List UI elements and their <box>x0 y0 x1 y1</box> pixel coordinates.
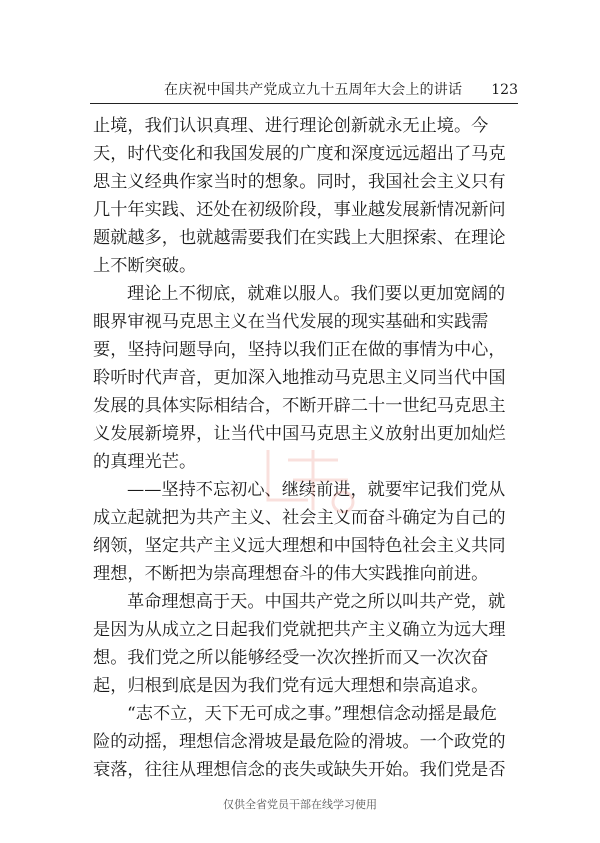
text-line: 发展的具体实际相结合，不断开辟二十一世纪马克思主 <box>93 396 506 416</box>
footer-note: 仅供全省党员干部在线学习使用 <box>223 798 377 811</box>
running-header <box>90 77 518 104</box>
text-line: 思主义经典作家当时的想象。同时，我国社会主义只有 <box>93 172 506 192</box>
text-line: 要，坚持问题导向，坚持以我们正在做的事情为中心， <box>93 340 506 360</box>
text-line: 想。我们党之所以能够经受一次次挫折而又一次次奋 <box>93 648 489 668</box>
text-line: 纲领，坚定共产主义远大理想和中国特色社会主义共同 <box>93 536 506 556</box>
text-line: 起，归根到底是因为我们党有远大理想和崇高追求。 <box>93 676 489 696</box>
paragraph-first-line: 革命理想高于天。中国共产党之所以叫共产党，就 <box>127 592 506 612</box>
text-line: 是因为从成立之日起我们党就把共产主义确立为远大理 <box>93 620 506 640</box>
page-number: 123 <box>491 82 518 98</box>
text-line: 理想，不断把为崇高理想奋斗的伟大实践推向前进。 <box>93 564 489 584</box>
text-line: 天，时代变化和我国发展的广度和深度远远超出了马克 <box>93 144 506 164</box>
paragraph-first-line: 理论上不彻底，就难以服人。我们要以更加宽阔的 <box>127 284 506 304</box>
text-line: 眼界审视马克思主义在当代发展的现实基础和实践需 <box>93 312 489 332</box>
text-line: 的真理光芒。 <box>93 452 197 472</box>
text-line: 止境，我们认识真理、进行理论创新就永无止境。今 <box>93 116 489 136</box>
text-line: 义发展新境界，让当代中国马克思主义放射出更加灿烂 <box>93 424 506 444</box>
text-line: 险的动摇，理想信念滑坡是最危险的滑坡。一个政党的 <box>93 732 506 752</box>
text-line: 上不断突破。 <box>93 256 197 276</box>
text-line: 几十年实践、还处在初级阶段，事业越发展新情况新问 <box>93 200 506 220</box>
paragraph-first-line: “志不立，天下无可成之事。”理想信念动摇是最危 <box>127 704 497 724</box>
body-text <box>93 112 518 784</box>
header-title: 在庆祝中国共产党成立九十五周年大会上的讲话 <box>164 82 463 98</box>
text-line: 题就越多，也就越需要我们在实践上大胆探索、在理论 <box>93 228 506 248</box>
text-line: 衰落，往往从理想信念的丧失或缺失开始。我们党是否 <box>93 760 506 780</box>
text-line: 聆听时代声音，更加深入地推动马克思主义同当代中国 <box>93 368 506 388</box>
paragraph-first-line: ——坚持不忘初心、继续前进，就要牢记我们党从 <box>127 480 506 500</box>
text-line: 成立起就把为共产主义、社会主义而奋斗确定为自己的 <box>93 508 506 528</box>
